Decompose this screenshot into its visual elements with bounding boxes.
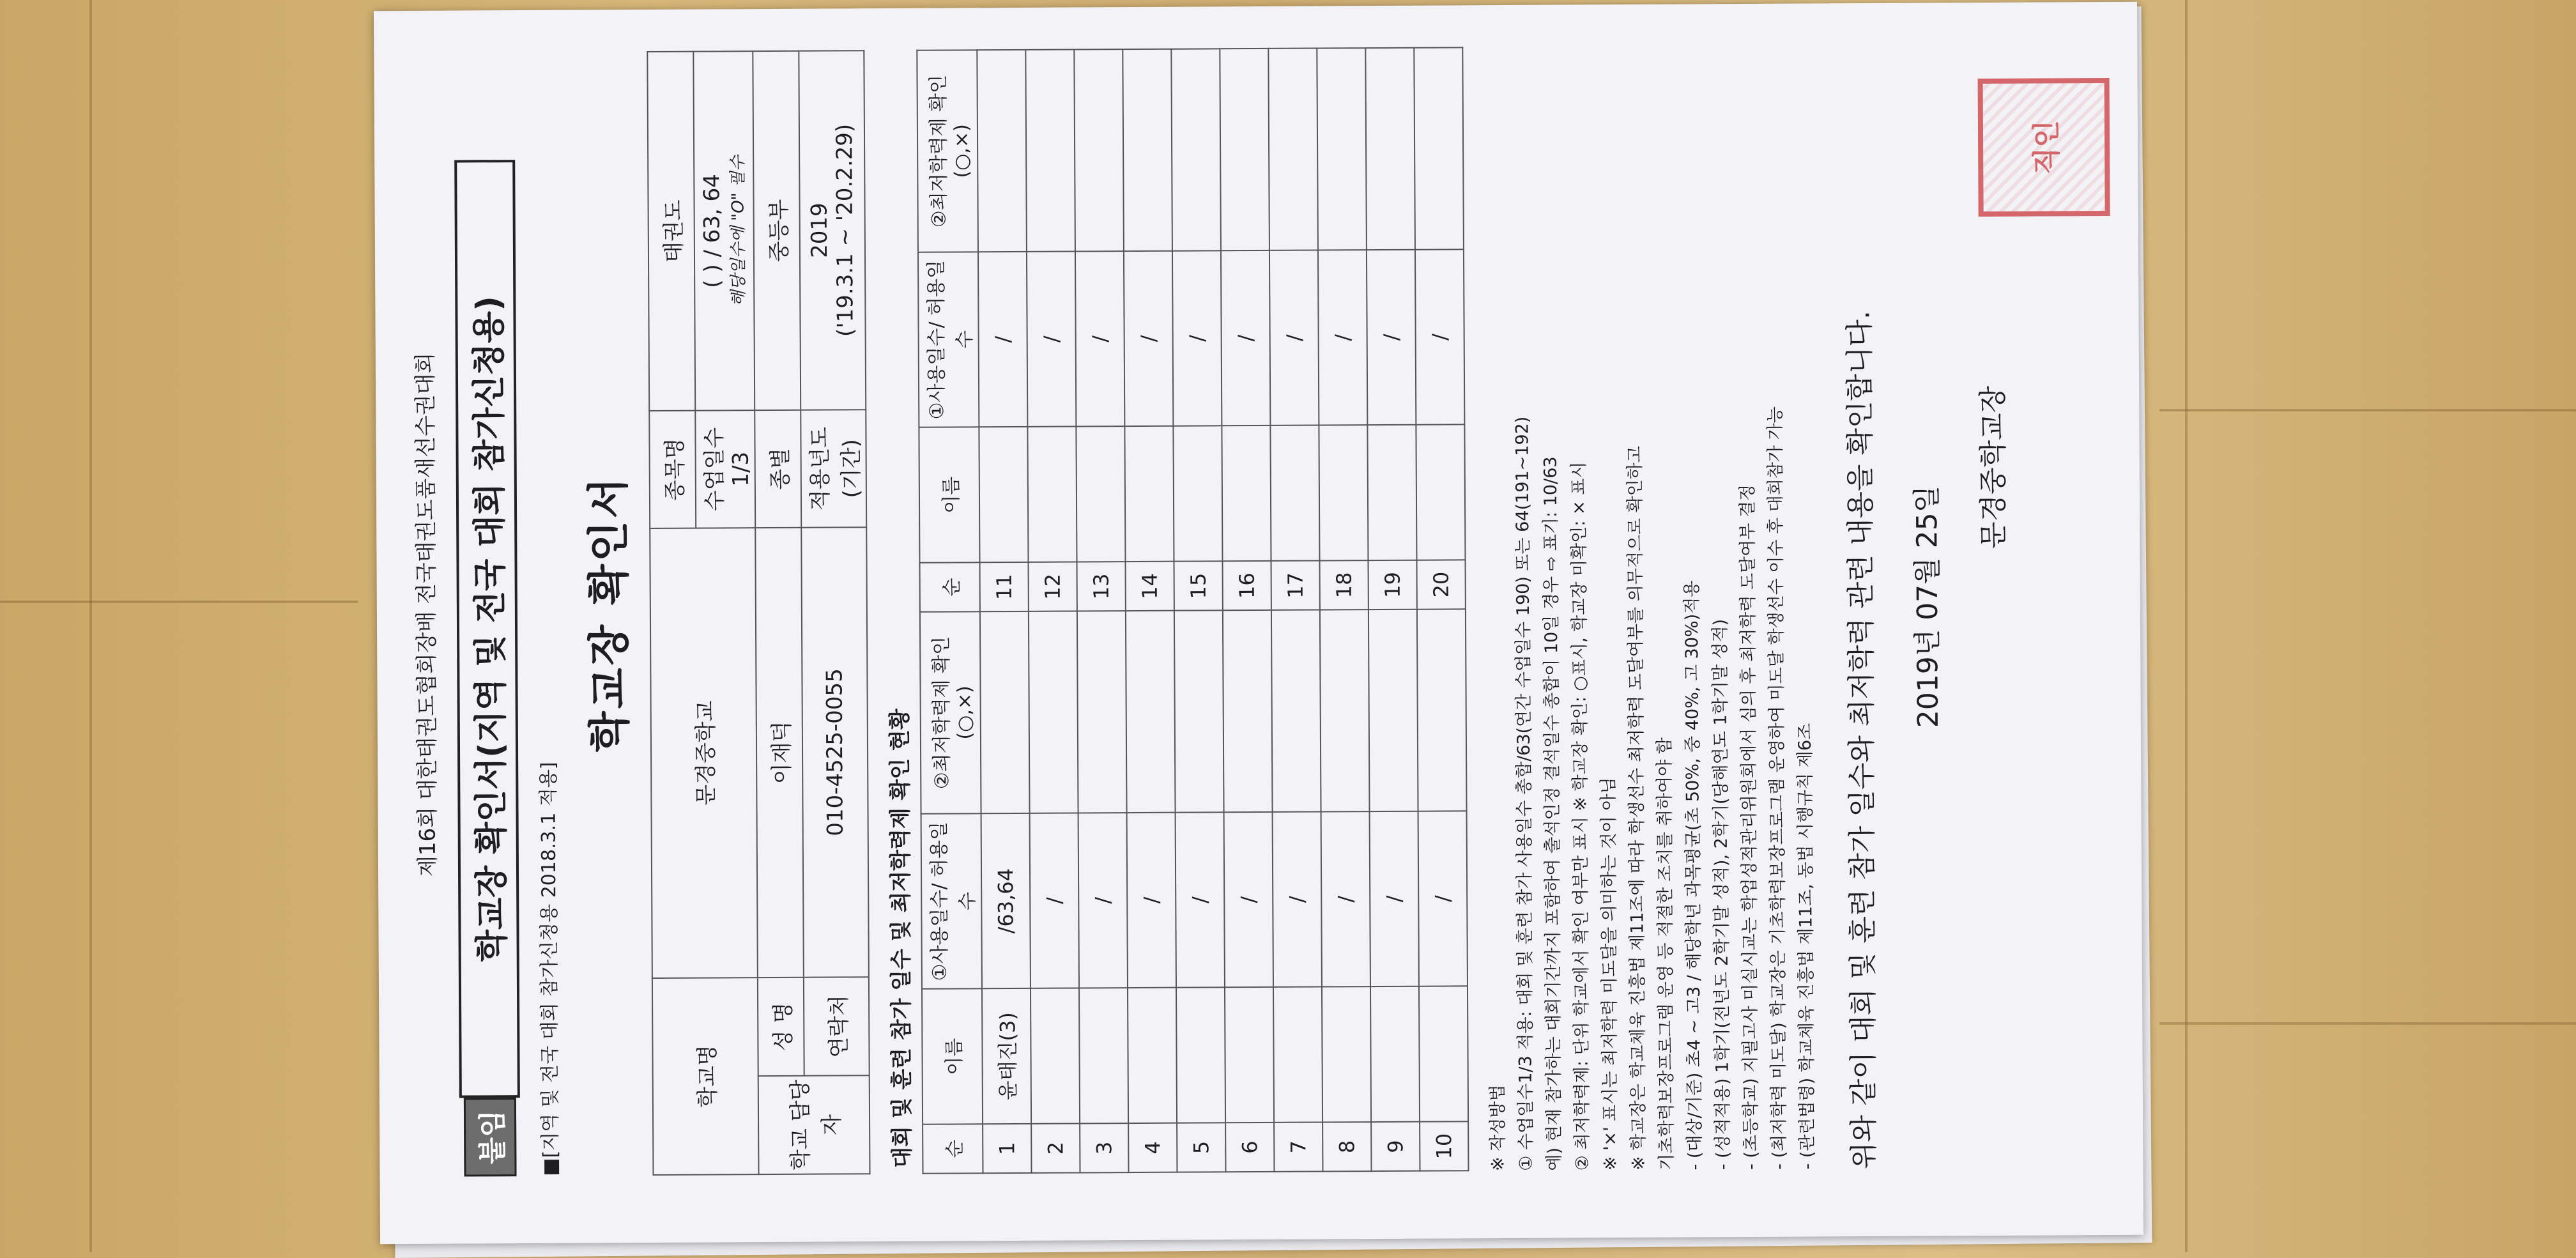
competition-header: 제16회 대한태권도협회장배 전국태권도품새선수권대회 — [412, 352, 441, 877]
table-cell: 12 — [1028, 562, 1077, 611]
table-cell: 9 — [1371, 1122, 1420, 1171]
wood-grain — [2159, 409, 2576, 411]
column-header: ②최저학력제 확인(○,×) — [917, 50, 978, 252]
attendance-cell — [693, 51, 755, 410]
table-row — [1220, 49, 1274, 1172]
instructions-notes — [1478, 45, 1821, 1171]
table-cell: / — [1172, 250, 1222, 426]
table-cell: / — [1221, 250, 1270, 426]
table-cell: / — [1027, 251, 1076, 427]
section-title: 대회 및 훈련 참가 일수 및 최저학력제 확인 현황 — [887, 709, 916, 1169]
category-label: 종별 — [755, 410, 801, 528]
table-cell: / — [1224, 812, 1273, 988]
table-row — [1123, 49, 1177, 1172]
column-header: 이름 — [919, 427, 979, 562]
table-cell: 18 — [1319, 560, 1368, 610]
attendance-note: 해당일수에 "O" 필수 — [728, 155, 749, 307]
table-cell — [1171, 49, 1221, 250]
note-line: ※ 학교장은 학교체육 진흥법 제11조에 따라 학생선수 최저학력 도달여부를 의무적으로 확인하고 — [1625, 445, 1649, 1170]
note-line: - (관련법령) 학교체육 진흥법 제11조, 동법 시행규칙 제6조 — [1795, 723, 1818, 1170]
note-line: 기초학력보장프로그램 운영 등 적절한 조치를 취하여야 함 — [1654, 737, 1677, 1170]
table-cell: 8 — [1322, 1122, 1371, 1171]
wood-grain — [0, 601, 358, 603]
attendance-label: 수업일수 1/3 — [695, 410, 755, 528]
form-title: 학교장 확인서(지역 및 전국 대회 참가신청용) — [454, 160, 520, 1098]
table-cell — [979, 427, 1028, 562]
table-cell — [1417, 609, 1467, 811]
year-value: 2019 — [806, 203, 832, 258]
table-cell — [1223, 610, 1273, 812]
table-cell — [1025, 49, 1075, 251]
table-cell — [1027, 427, 1077, 562]
wood-grain — [89, 0, 92, 1252]
name-label: 성 명 — [758, 978, 804, 1076]
table-cell: 16 — [1222, 561, 1271, 610]
table-cell: 10 — [1420, 1121, 1468, 1170]
table-cell: 20 — [1416, 560, 1465, 609]
signer-name: 문경중학교장 — [1977, 385, 2011, 549]
table-cell — [1319, 425, 1368, 560]
note-line: ② 최저학력제: 단위 학교에서 확인 여부만 표시 ※ 학교장 확인: ○표시, 학교장 미확인: × 표시 — [1568, 461, 1593, 1171]
attendance-value: ( ) / 63, 64 — [699, 174, 726, 288]
wood-grain — [2159, 1022, 2576, 1025]
table-cell: 17 — [1271, 561, 1319, 610]
table-cell — [1320, 610, 1370, 811]
teacher-name: 이재덕 — [755, 528, 804, 978]
table-cell — [1076, 426, 1125, 562]
table-cell: / — [1269, 250, 1319, 426]
table-cell — [1029, 611, 1078, 813]
applicability-note: ■[지역 및 전국 대회 참가신청용 2018.3.1 적용] — [537, 762, 562, 1176]
contact-label: 연락처 — [804, 977, 870, 1076]
table-cell — [977, 50, 1027, 252]
table-cell: 13 — [1077, 562, 1125, 611]
table-cell: / — [1415, 249, 1464, 425]
table-cell: / — [1124, 251, 1173, 427]
event-label: 종목명 — [649, 411, 696, 528]
table-cell — [1317, 48, 1367, 250]
table-cell: / — [1176, 812, 1225, 988]
official-seal: 직인 — [1978, 78, 2110, 217]
table-row — [1414, 47, 1468, 1170]
table-cell — [1270, 426, 1319, 561]
table-cell: 1 — [983, 1124, 1031, 1173]
table-header-row — [917, 50, 983, 1173]
column-header: 순 — [923, 1124, 983, 1173]
table-cell: / — [1078, 813, 1128, 988]
table-cell — [980, 611, 1030, 813]
document-page — [393, 5, 2124, 1215]
confirmation-text: 위와 같이 대회 및 훈련 참가 일수와 최저학력 관련 내용을 확인합니다. — [1843, 310, 1881, 1170]
table-cell: 15 — [1174, 561, 1222, 610]
table-cell: 6 — [1225, 1123, 1274, 1172]
note-line: ① 수업일수1/3 적용: 대회 및 훈련 참가 사용일수 총합/63(연간 수업일수 190) 또는 64(191~192) — [1512, 416, 1537, 1171]
table-cell — [1222, 426, 1271, 561]
table-cell — [1128, 988, 1177, 1123]
note-line: - (대상/기준) 초4 ~ 고3 / 해당학년 과목평균(초 50%, 중 40%, 고 30%)적용 — [1682, 580, 1705, 1170]
year-cell — [799, 50, 866, 410]
table-row — [1025, 49, 1080, 1172]
note-line: 예) 현재 참가하는 대회기간까지 포함하여 출석인정 결석일수 총합이 10일 경우 ⇨ 표기: 10/63 — [1540, 456, 1565, 1171]
year-period: ('19.3.1 ~ '20.2.29) — [831, 123, 859, 337]
table-cell — [1370, 986, 1420, 1122]
table-cell — [1419, 986, 1468, 1121]
table-row — [1171, 49, 1225, 1172]
table-cell: / — [1370, 811, 1419, 987]
document-paper — [374, 2, 2143, 1244]
table-cell: / — [1318, 250, 1367, 426]
column-header: ①사용일수/ 허용일수 — [918, 252, 979, 427]
table-cell: 5 — [1177, 1123, 1225, 1172]
table-cell — [1220, 49, 1269, 250]
table-cell — [1368, 610, 1418, 811]
attachment-badge: 붙임 — [463, 1098, 516, 1176]
year-label: 적용년도 (기간) — [801, 410, 866, 528]
table-cell — [1416, 425, 1465, 560]
note-line: - (초등학교) 지필고사 미실시교는 학업성적관리위원회에서 심의 후 최저학력 도달여부 결정 — [1737, 484, 1761, 1170]
table-cell — [1031, 988, 1080, 1124]
table-cell — [1126, 611, 1176, 813]
document-title: 학교장 확인서 — [583, 475, 635, 753]
table-cell: / — [1321, 811, 1370, 987]
table-row — [977, 50, 1031, 1173]
table-cell — [1271, 610, 1321, 812]
table-cell — [1124, 426, 1174, 562]
table-cell — [1367, 425, 1416, 560]
table-cell: 19 — [1368, 560, 1416, 610]
table-cell: 4 — [1128, 1123, 1177, 1172]
note-line: - (성적적용) 1학기(전년도 2학기말 성적), 2학기(당해연도 1학기말 성적) — [1710, 618, 1733, 1170]
table-cell: 11 — [979, 562, 1028, 611]
participation-table — [916, 47, 1469, 1174]
table-cell — [1322, 986, 1371, 1122]
table-cell: / — [1127, 813, 1176, 988]
table-cell: / — [1030, 813, 1079, 988]
table-cell: 윤태진(3) — [982, 988, 1031, 1124]
wood-grain — [2185, 0, 2188, 1252]
column-header: ②최저학력제 확인(○,×) — [920, 611, 981, 813]
note-line: ※ '×' 표시는 최저학력 미도달을 의미하는 것이 아님 — [1598, 777, 1621, 1171]
table-cell: 3 — [1080, 1123, 1128, 1172]
table-cell: / — [1418, 811, 1468, 986]
table-cell — [1176, 987, 1225, 1123]
table-cell: 2 — [1031, 1124, 1080, 1173]
table-row — [1268, 49, 1322, 1172]
contact-value: 010-4525-0055 — [801, 527, 869, 978]
event-value: 태권도 — [647, 52, 695, 411]
column-header: 이름 — [922, 988, 983, 1124]
table-cell — [1414, 47, 1464, 249]
table-cell: 14 — [1125, 562, 1174, 611]
table-cell: / — [1367, 250, 1416, 426]
table-cell — [1268, 49, 1318, 250]
table-cell — [1365, 48, 1415, 250]
teacher-group-label: 학교 담당자 — [758, 1075, 870, 1174]
table-row — [1317, 48, 1371, 1171]
category-value: 중등부 — [753, 51, 801, 410]
column-header: 순 — [920, 562, 980, 611]
school-name: 문경중학교 — [650, 528, 758, 978]
table-cell — [1077, 611, 1127, 813]
table-cell — [1173, 426, 1222, 562]
table-cell: / — [978, 252, 1027, 427]
note-line: - (최저학력 미도달) 학교장은 기초학력보장프로그램 운영하여 미도달 학생선수 이수 후 대회참가 가능 — [1765, 406, 1790, 1170]
table-cell — [1123, 49, 1172, 251]
table-cell: 7 — [1274, 1123, 1322, 1172]
table-cell — [1273, 987, 1322, 1123]
table-cell — [1079, 988, 1128, 1123]
signed-date: 2019년 07월 25일 — [1910, 485, 1945, 728]
school-info-table — [647, 50, 870, 1176]
table-cell: / — [1075, 251, 1124, 427]
table-row — [1365, 48, 1420, 1171]
table-cell — [1225, 987, 1274, 1123]
table-cell — [1074, 49, 1124, 251]
note-line: ※ 작성방법 — [1487, 1084, 1508, 1172]
table-row — [1074, 49, 1128, 1172]
title-row — [454, 13, 521, 1176]
school-label: 학교명 — [652, 978, 759, 1175]
table-body — [977, 47, 1468, 1173]
table-cell — [1174, 610, 1224, 812]
column-header: ①사용일수/ 허용일수 — [921, 813, 982, 989]
table-cell: /63,64 — [981, 813, 1031, 989]
table-cell: / — [1273, 811, 1322, 987]
